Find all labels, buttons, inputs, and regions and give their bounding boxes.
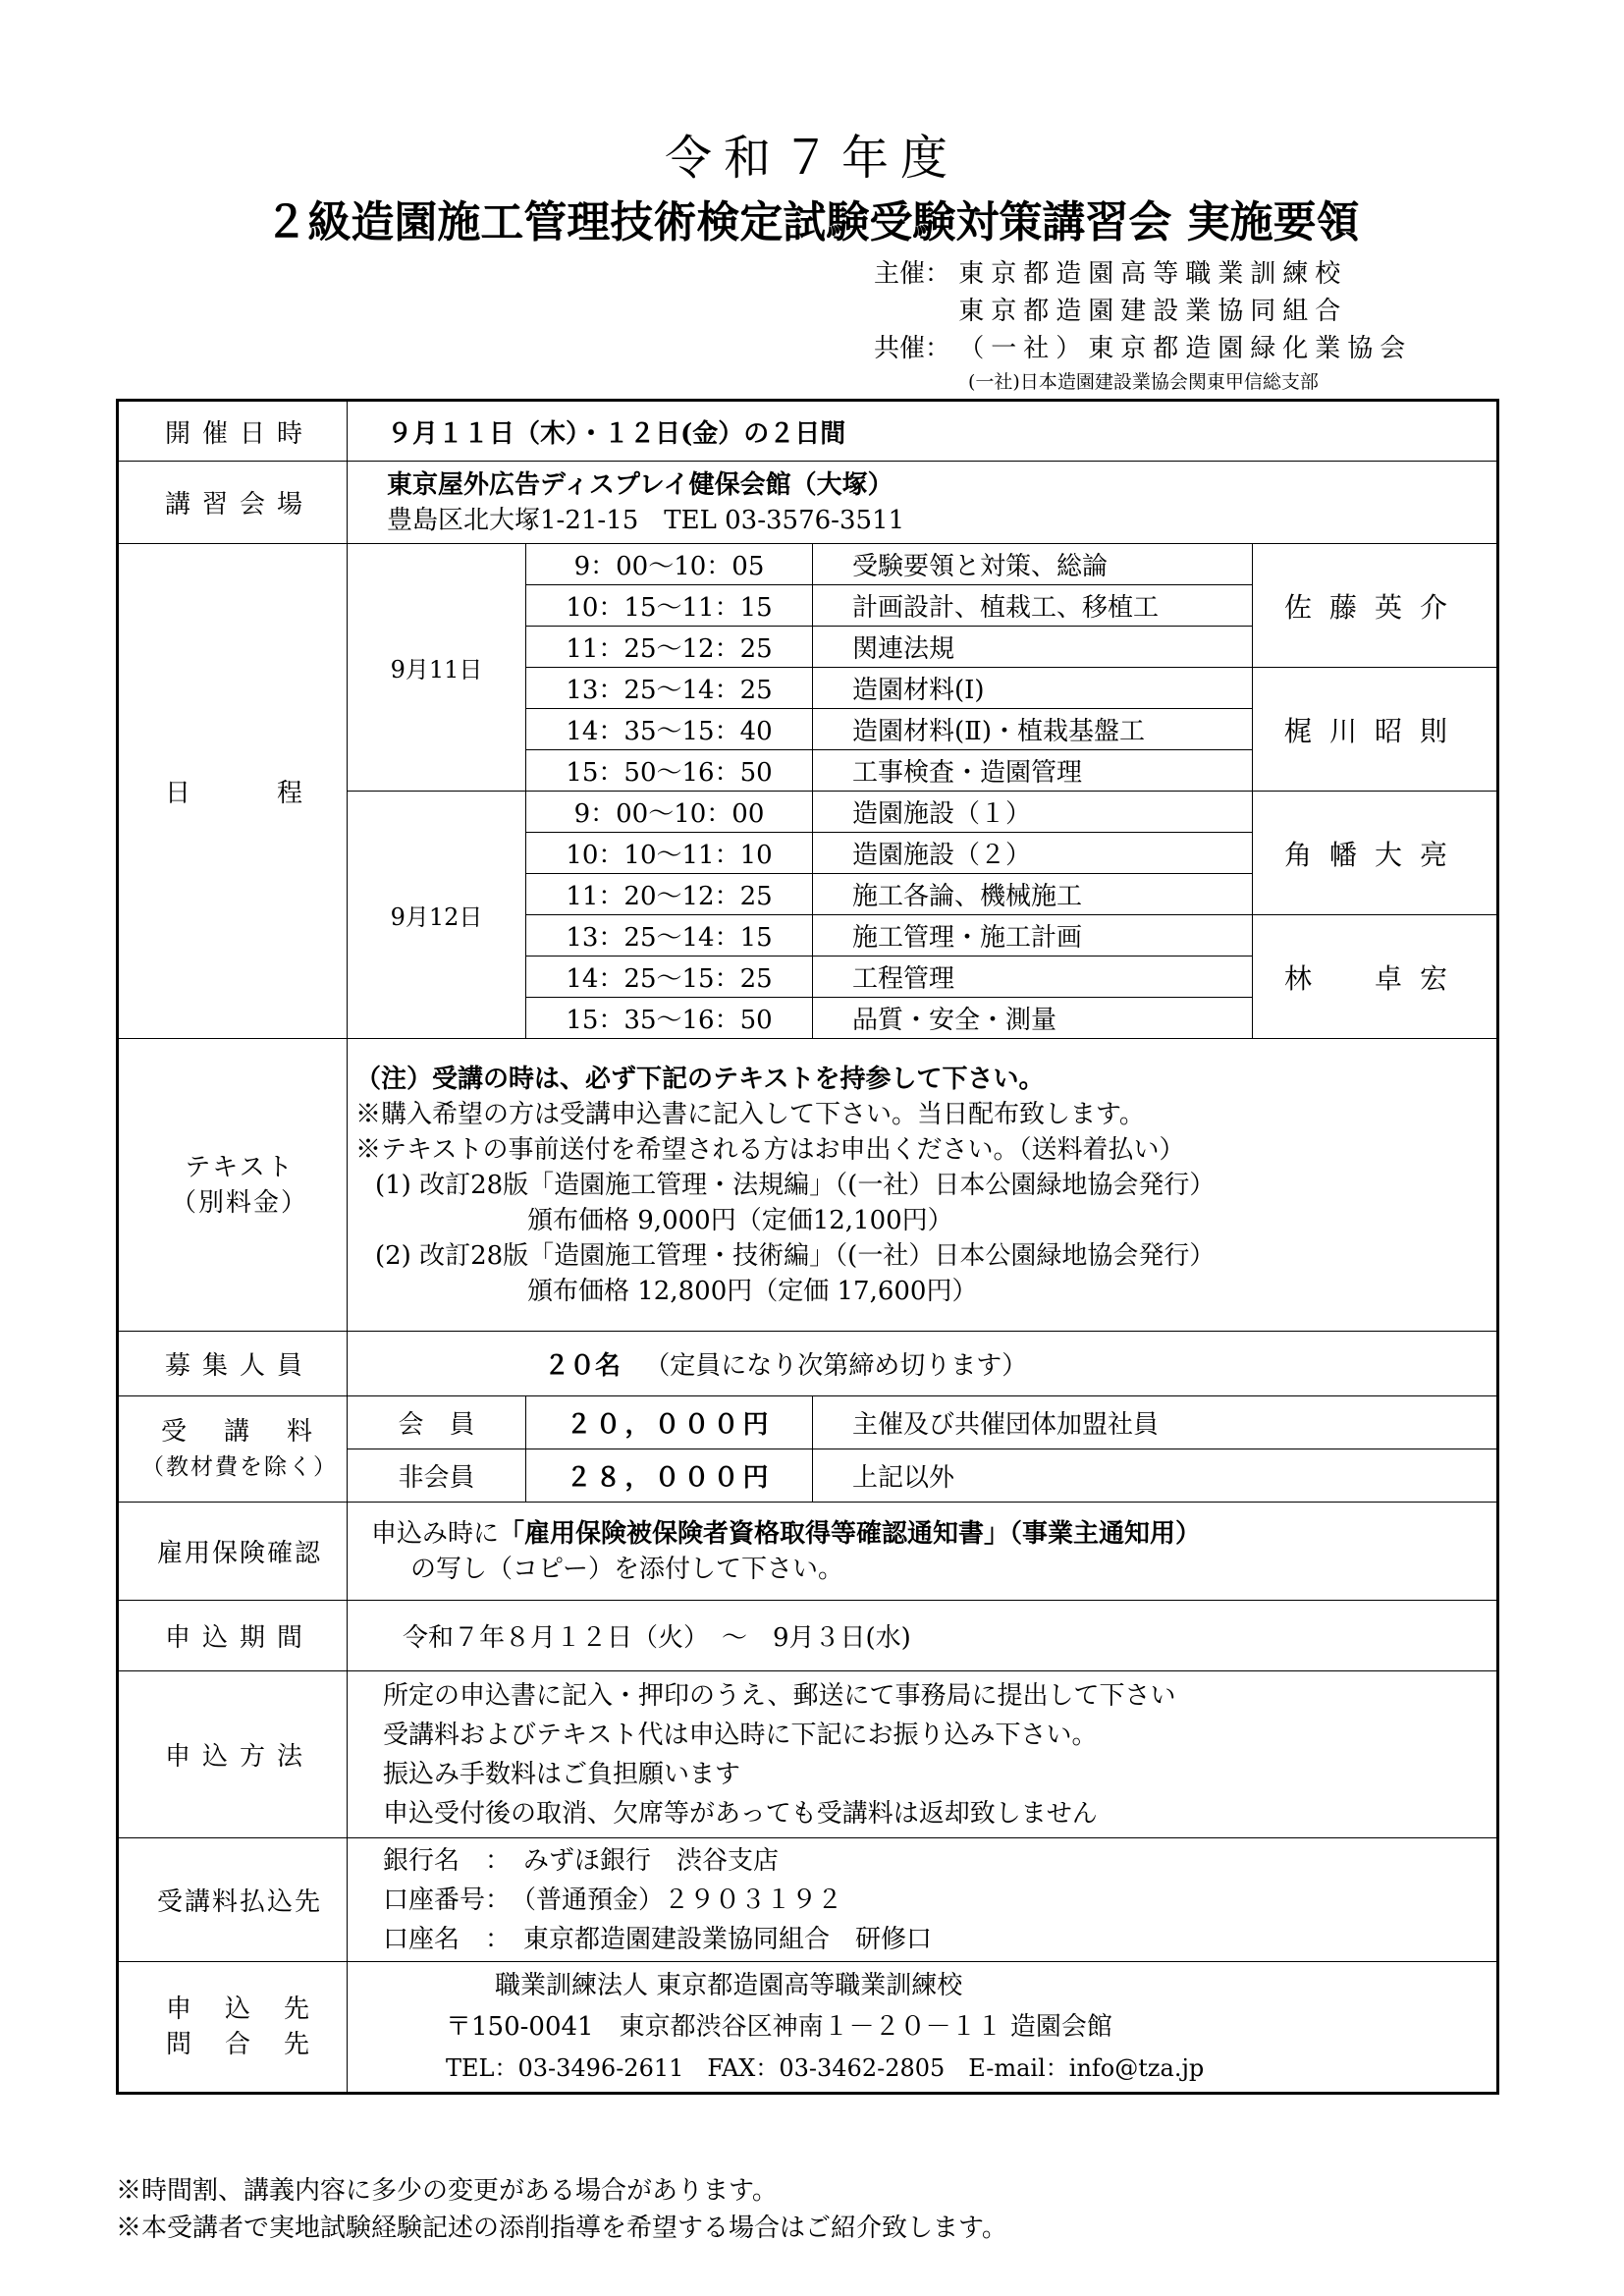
session-time: 13：25～14：25 bbox=[526, 668, 813, 709]
co-organizer-1: 共催： （一社）東京都造園緑化業協会 bbox=[873, 334, 1413, 363]
session-time: 14：35～15：40 bbox=[526, 709, 813, 750]
text-book: (1) 改訂28版「造園施工管理・法規編」（(一社）日本公園緑地協会発行） bbox=[375, 1170, 1216, 1200]
session-topic: 造園施設（１） bbox=[813, 792, 1253, 833]
schedule-date-2: 9月12日 bbox=[348, 792, 526, 1039]
contact-org: 職業訓練法人 東京都造園高等職業訓練校 bbox=[495, 1971, 963, 2000]
session-time: 11：25～12：25 bbox=[526, 627, 813, 668]
session-topic: 工程管理 bbox=[813, 957, 1253, 998]
row-bank bbox=[118, 1838, 1498, 1962]
footer-note: ※時間割、講義内容に多少の変更がある場合があります。 bbox=[116, 2176, 778, 2206]
session-topic: 工事検査・造園管理 bbox=[813, 750, 1253, 792]
session-time: 15：35～16：50 bbox=[526, 998, 813, 1039]
schedule-row bbox=[118, 544, 1498, 585]
method-line: 所定の申込書に記入・押印のうえ、郵送にて事務局に提出して下さい bbox=[383, 1680, 1176, 1711]
method-line: 申込受付後の取消、欠席等があっても受講料は返却致しません bbox=[383, 1798, 1098, 1829]
text-note: （注）受講の時は、必ず下記のテキストを持参して下さい。 bbox=[355, 1064, 1045, 1094]
row-insurance bbox=[118, 1503, 1498, 1601]
text-book-price: 頒布価格 9,000円（定価12,100円） bbox=[527, 1205, 953, 1235]
session-topic: 造園材料(Ⅰ) bbox=[813, 668, 1253, 709]
contact-tel: TEL：03-3496-2611 FAX：03-3462-2805 E-mail：info@tza.jp bbox=[446, 2054, 1205, 2082]
session-time: 10：10～11：10 bbox=[526, 833, 813, 874]
capacity-value: ２０名 bbox=[544, 1351, 622, 1381]
lecturer: 梶川昭則 bbox=[1253, 668, 1498, 792]
text-book-price: 頒布価格 12,800円（定価 17,600円） bbox=[527, 1276, 978, 1306]
bank-line: 銀行名 ： みずほ銀行 渋谷支店 bbox=[383, 1845, 780, 1876]
venue-address: 豊島区北大塚1-21-15 TEL 03-3576-3511 bbox=[387, 505, 905, 535]
contact-label-sub: 問 合 先 bbox=[165, 2030, 313, 2059]
period-value: 令和７年８月１２日（火） ～ 9月３日(水) bbox=[348, 1601, 1498, 1671]
session-time: 15：50～16：50 bbox=[526, 750, 813, 792]
row-venue bbox=[118, 462, 1498, 544]
fee-type: 非会員 bbox=[348, 1449, 526, 1503]
fee-amount: ２０，０００円 bbox=[526, 1396, 813, 1449]
dates-label: 開催日時 bbox=[118, 401, 348, 462]
fee-label: 受 講 料 bbox=[160, 1416, 318, 1447]
insurance-line2: の写し（コピー）を添付して下さい。 bbox=[410, 1554, 843, 1584]
footer-notes bbox=[116, 2172, 1007, 2247]
period-label: 申込期間 bbox=[118, 1601, 348, 1671]
text-book: (2) 改訂28版「造園施工管理・技術編」（(一社）日本公園緑地協会発行） bbox=[375, 1240, 1216, 1271]
capacity-label: 募集人員 bbox=[118, 1332, 348, 1396]
insurance-prefix: 申込み時に bbox=[371, 1518, 500, 1549]
fee-desc: 主催及び共催団体加盟社員 bbox=[813, 1396, 1498, 1449]
session-topic: 造園施設（２） bbox=[813, 833, 1253, 874]
session-time: 14：25～15：25 bbox=[526, 957, 813, 998]
session-topic: 計画設計、植栽工、移植工 bbox=[813, 585, 1253, 627]
info-table bbox=[116, 399, 1499, 2095]
contact-label: 申 込 先 bbox=[165, 1995, 313, 2024]
session-topic: 施工管理・施工計画 bbox=[813, 915, 1253, 957]
co-organizer-2: (一社)日本造園建設業協会関東甲信総支部 bbox=[968, 371, 1319, 393]
text-line: ※テキストの事前送付を希望される方はお申出ください。（送料着払い） bbox=[355, 1134, 1185, 1165]
session-time: 9：00～10：00 bbox=[526, 792, 813, 833]
text-line: ※購入希望の方は受講申込書に記入して下さい。当日配布致します。 bbox=[355, 1099, 1145, 1129]
session-topic: 関連法規 bbox=[813, 627, 1253, 668]
text-label: テキスト bbox=[185, 1152, 295, 1182]
venue-name: 東京屋外広告ディスプレイ健保会館（大塚） bbox=[387, 469, 893, 500]
title-year: 令和７年度 bbox=[664, 131, 959, 186]
row-capacity bbox=[118, 1332, 1498, 1396]
row-contact bbox=[118, 1962, 1498, 2094]
bank-line: 口座番号： （普通預金）２９０３１９２ bbox=[383, 1885, 843, 1915]
session-topic: 受験要領と対策、総論 bbox=[813, 544, 1253, 585]
footer-note: ※本受講者で実地試験経験記述の添削指導を希望する場合はご紹介致します。 bbox=[116, 2214, 1007, 2243]
session-topic: 施工各論、機械施工 bbox=[813, 874, 1253, 915]
schedule-label: 日 程 bbox=[118, 544, 348, 1039]
schedule-date-1: 9月11日 bbox=[348, 544, 526, 792]
insurance-doc: 「雇用保険被保険者資格取得等確認通知書」（事業主通知用） bbox=[499, 1518, 1202, 1549]
dates-value: ９月１１日（木）・１２日(金）の２日間 bbox=[348, 401, 1498, 462]
organizer-1: 主催： 東京都造園高等職業訓練校 bbox=[873, 259, 1348, 289]
session-time: 10：15～11：15 bbox=[526, 585, 813, 627]
session-time: 13：25～14：15 bbox=[526, 915, 813, 957]
venue-label: 講習会場 bbox=[118, 462, 348, 544]
fee-row bbox=[118, 1396, 1498, 1449]
lecturer: 佐藤英介 bbox=[1253, 544, 1498, 668]
bank-label: 受講料払込先 bbox=[118, 1838, 348, 1962]
text-label-sub: （別料金） bbox=[170, 1187, 308, 1218]
fee-amount: ２８，０００円 bbox=[526, 1449, 813, 1503]
method-line: 振込み手数料はご負担願います bbox=[383, 1759, 741, 1789]
session-time: 11：20～12：25 bbox=[526, 874, 813, 915]
session-time: 9：00～10：05 bbox=[526, 544, 813, 585]
session-topic: 品質・安全・測量 bbox=[813, 998, 1253, 1039]
page-title: ２級造園施工管理技術検定試験受験対策講習会 実施要領 bbox=[264, 197, 1360, 247]
bank-line: 口座名 ： 東京都造園建設業協同組合 研修口 bbox=[383, 1924, 933, 1954]
fee-type: 会 員 bbox=[348, 1396, 526, 1449]
session-topic: 造園材料(Ⅱ)・植栽基盤工 bbox=[813, 709, 1253, 750]
organizer-2: 東京都造園建設業協同組合 bbox=[958, 297, 1348, 326]
lecturer: 林 卓宏 bbox=[1253, 915, 1498, 1039]
lecturer: 角幡大亮 bbox=[1253, 792, 1498, 915]
row-dates bbox=[118, 401, 1498, 462]
method-label: 申込方法 bbox=[118, 1671, 348, 1838]
contact-address: 〒150-0041 東京都渋谷区神南１－２０－１１ 造園会館 bbox=[446, 2012, 1112, 2042]
method-line: 受講料およびテキスト代は申込時に下記にお振り込み下さい。 bbox=[383, 1720, 1098, 1750]
row-period bbox=[118, 1601, 1498, 1671]
row-text bbox=[118, 1039, 1498, 1332]
capacity-note: （定員になり次第締め切ります） bbox=[644, 1351, 1028, 1381]
insurance-label: 雇用保険確認 bbox=[118, 1503, 348, 1601]
row-method bbox=[118, 1671, 1498, 1838]
fee-label-sub: （教材費を除く） bbox=[141, 1453, 338, 1480]
fee-desc: 上記以外 bbox=[813, 1449, 1498, 1503]
